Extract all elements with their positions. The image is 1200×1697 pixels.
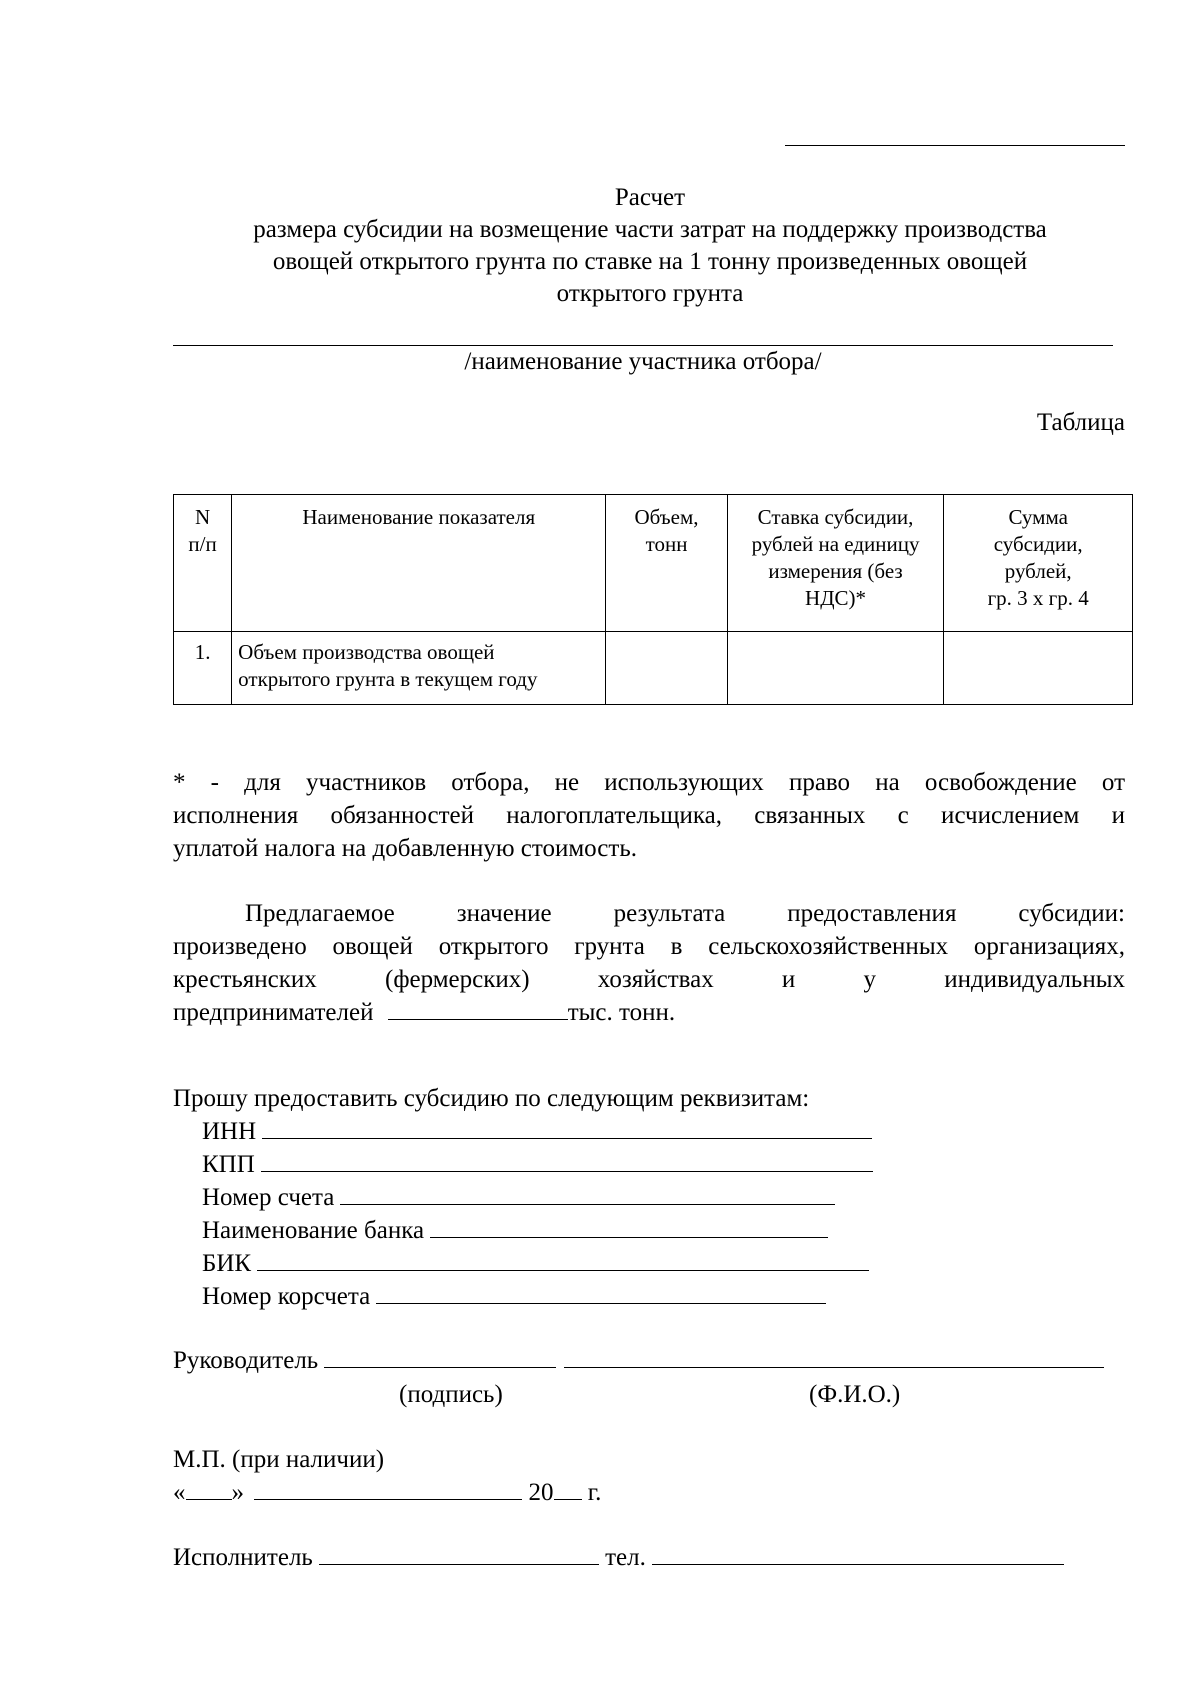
bank-row bbox=[202, 1214, 828, 1247]
kpp-label: КПП bbox=[202, 1151, 255, 1178]
inn-field[interactable] bbox=[262, 1116, 872, 1139]
account-row bbox=[202, 1181, 835, 1214]
executor-row bbox=[173, 1541, 1064, 1574]
bik-field[interactable] bbox=[257, 1248, 869, 1271]
inn-label: ИНН bbox=[202, 1118, 257, 1145]
result-line-3: крестьянских (фермерских) хозяйствах и у индивидуальных bbox=[173, 966, 1125, 993]
footnote-line-2: исполнения обязанностей налогоплательщика, связанных с исчислением и bbox=[173, 802, 1125, 829]
executor-field[interactable] bbox=[319, 1542, 599, 1565]
header-rate: Ставка субсидии, рублей на единицу измерения (без НДС)* bbox=[727, 495, 944, 632]
corr-account-field[interactable] bbox=[376, 1281, 826, 1304]
header-num: N п/п bbox=[174, 495, 232, 632]
date-row: « » 20 г. bbox=[173, 1479, 602, 1506]
result-line-2: произведено овощей открытого грунта в сельскохозяйственных организациях, bbox=[173, 933, 1125, 960]
bik-row bbox=[202, 1247, 869, 1280]
corr-account-row bbox=[202, 1280, 826, 1313]
corr-account-label: Номер корсчета bbox=[202, 1283, 371, 1310]
stamp-label: М.П. (при наличии) bbox=[173, 1446, 385, 1473]
title-line-2: размера субсидии на возмещение части затрат на поддержку производства bbox=[253, 216, 1047, 243]
signature-row bbox=[173, 1344, 1104, 1377]
table-header-row bbox=[174, 495, 1133, 632]
bank-label: Наименование банка bbox=[202, 1217, 425, 1244]
request-intro: Прошу предоставить субсидию по следующим реквизитам: bbox=[173, 1085, 810, 1112]
year-field[interactable] bbox=[554, 1477, 582, 1500]
full-name-caption: (Ф.И.О.) bbox=[809, 1381, 901, 1408]
kpp-row bbox=[202, 1148, 873, 1181]
table-row bbox=[174, 632, 1133, 705]
month-field[interactable] bbox=[254, 1477, 522, 1500]
phone-label: тел. bbox=[605, 1544, 646, 1571]
signature-caption: (подпись) bbox=[399, 1381, 503, 1408]
vat-footnote bbox=[173, 766, 1125, 865]
inn-row bbox=[202, 1115, 872, 1148]
title-line-4: открытого грунта bbox=[556, 280, 744, 307]
bik-label: БИК bbox=[202, 1250, 252, 1277]
indicator-table bbox=[173, 494, 1133, 705]
account-label: Номер счета bbox=[202, 1184, 335, 1211]
day-field[interactable] bbox=[186, 1477, 232, 1500]
header-name: Наименование показателя bbox=[232, 495, 606, 632]
row-name: Объем производства овощей открытого грунта в текущем году bbox=[232, 632, 606, 705]
document-title bbox=[175, 182, 1125, 310]
result-paragraph bbox=[173, 897, 1125, 1029]
header-volume: Объем, тонн bbox=[606, 495, 727, 632]
head-label: Руководитель bbox=[173, 1347, 319, 1374]
bank-field[interactable] bbox=[430, 1215, 828, 1238]
footnote-line-3: уплатой налога на добавленную стоимость. bbox=[173, 835, 637, 862]
table-label: Таблица bbox=[1036, 409, 1125, 436]
row-volume-cell[interactable] bbox=[606, 632, 727, 705]
title-line-1: Расчет bbox=[614, 184, 686, 211]
signature-field[interactable] bbox=[324, 1345, 556, 1368]
participant-caption: /наименование участника отбора/ bbox=[464, 348, 822, 375]
footnote-line-1: * - для участников отбора, не использующих право на освобождение от bbox=[173, 769, 1125, 796]
row-num: 1. bbox=[174, 632, 232, 705]
row-rate-cell[interactable] bbox=[727, 632, 944, 705]
result-line-1: Предлагаемое значение результата предоставления субсидии: bbox=[245, 900, 1125, 927]
top-right-blank-line bbox=[785, 145, 1125, 146]
result-line-4: предпринимателей тыс. тонн. bbox=[173, 999, 676, 1026]
executor-label: Исполнитель bbox=[173, 1544, 313, 1571]
result-value-field[interactable] bbox=[388, 997, 568, 1020]
account-field[interactable] bbox=[340, 1182, 835, 1205]
title-line-3: овощей открытого грунта по ставке на 1 тонну произведенных овощей bbox=[272, 248, 1028, 275]
header-sum: Сумма субсидии, рублей, гр. 3 х гр. 4 bbox=[944, 495, 1133, 632]
row-sum-cell[interactable] bbox=[944, 632, 1133, 705]
full-name-field[interactable] bbox=[564, 1345, 1104, 1368]
kpp-field[interactable] bbox=[261, 1149, 873, 1172]
phone-field[interactable] bbox=[652, 1542, 1064, 1565]
